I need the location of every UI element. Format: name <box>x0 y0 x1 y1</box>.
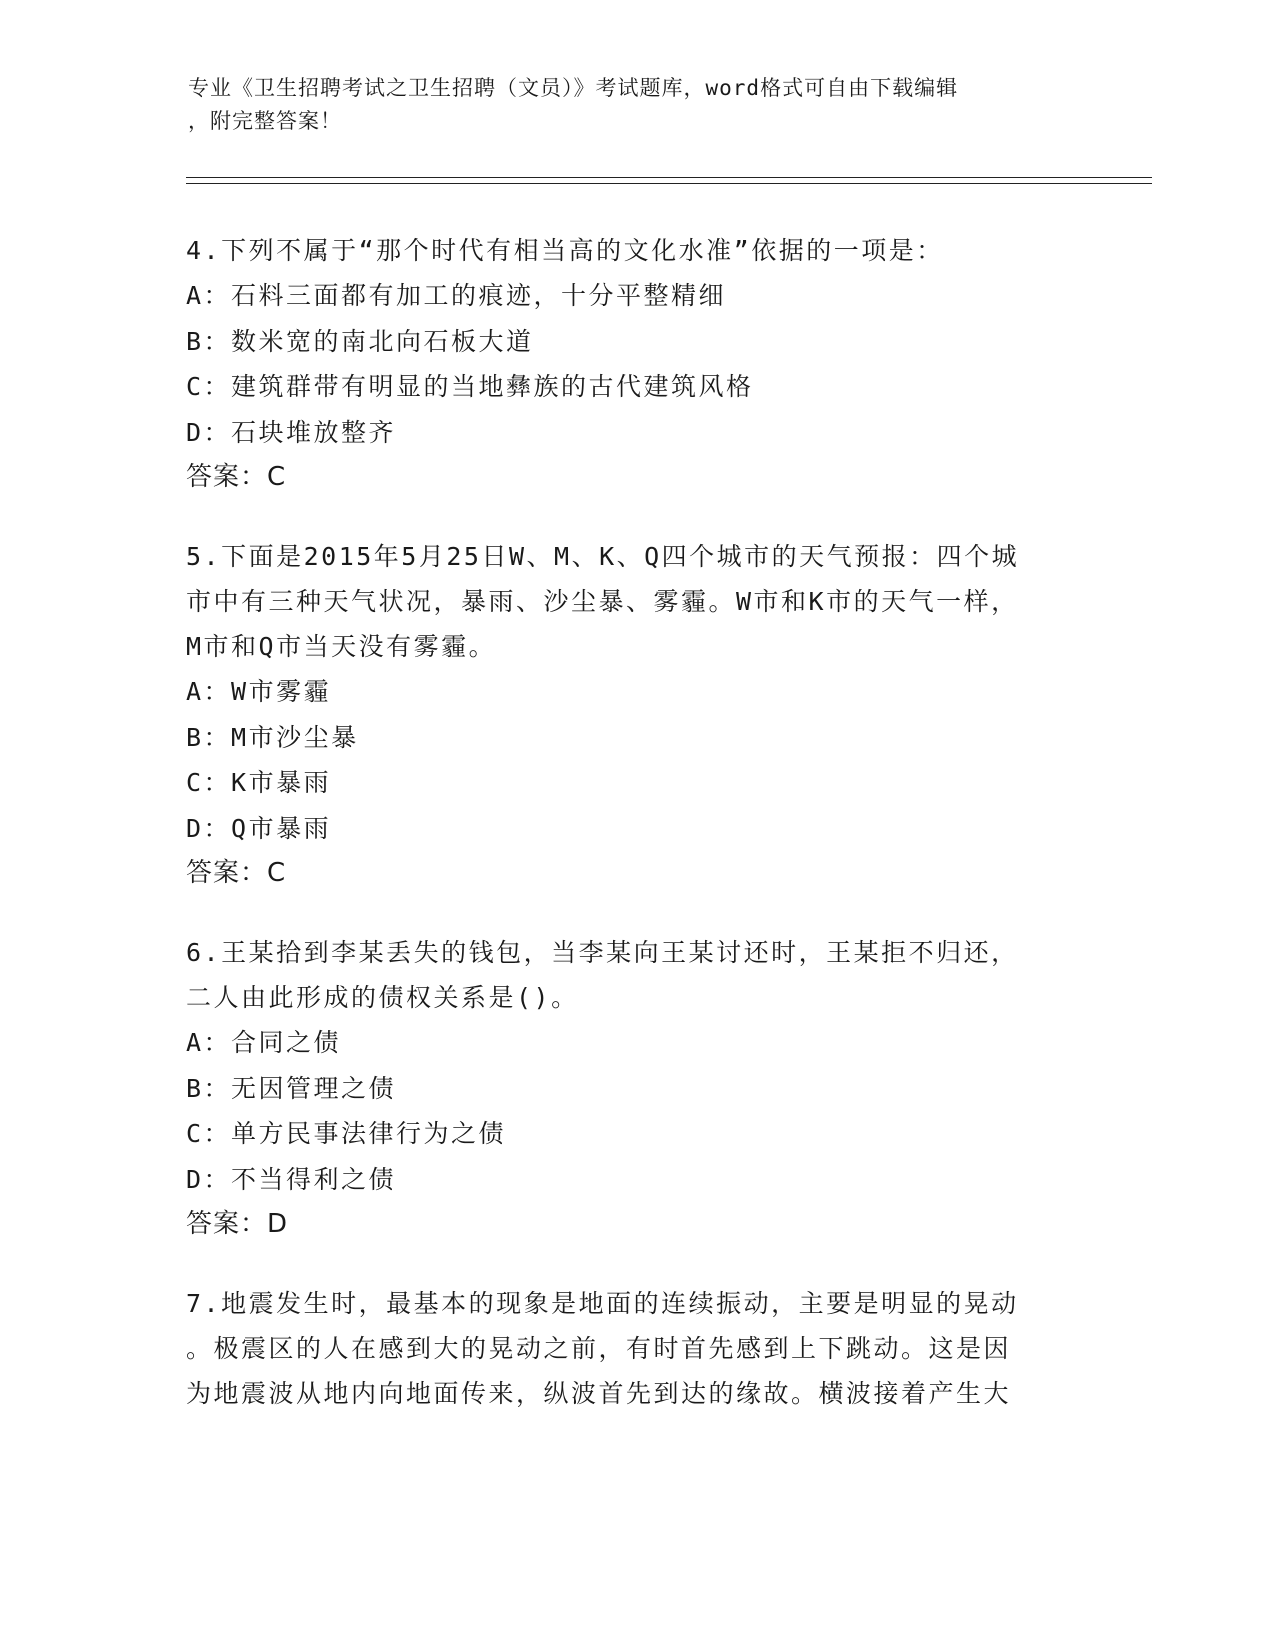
option-b: B：M市沙尘暴 <box>186 722 359 752</box>
option-c: C：建筑群带有明显的当地彝族的古代建筑风格 <box>186 372 754 401</box>
option-d: D：Q市暴雨 <box>186 813 332 843</box>
answer-label: 答案：D <box>186 1209 289 1239</box>
question-5 <box>186 534 1086 896</box>
question-text: 为地震波从地内向地面传来，纵波首先到达的缘故。横波接着产生大 <box>186 1379 1012 1408</box>
question-text: 7.地震发生时，最基本的现象是地面的连续振动，主要是明显的晃动 <box>186 1289 1019 1318</box>
option-a: A：W市雾霾 <box>186 677 332 706</box>
question-6 <box>186 930 1086 1247</box>
option-d: D：石块堆放整齐 <box>186 417 397 447</box>
option-a: A：石料三面都有加工的痕迹，十分平整精细 <box>186 281 727 310</box>
option-a: A：合同之债 <box>186 1028 342 1057</box>
question-7 <box>186 1281 1086 1416</box>
question-text: M市和Q市当天没有雾霾。 <box>186 632 497 661</box>
question-text: 市中有三种天气状况，暴雨、沙尘暴、雾霾。W市和K市的天气一样， <box>186 587 1019 616</box>
option-d: D：不当得利之债 <box>186 1164 397 1194</box>
option-b: B：无因管理之债 <box>186 1073 397 1103</box>
question-text: 5.下面是2015年5月25日W、M、K、Q四个城市的天气预报：四个城 <box>186 542 1020 571</box>
document-header <box>188 72 1068 138</box>
header-divider-top <box>186 177 1152 178</box>
option-b: B：数米宽的南北向石板大道 <box>186 326 534 356</box>
answer-label: 答案：C <box>186 462 287 492</box>
answer-label: 答案：C <box>186 858 287 888</box>
question-text: 4.下列不属于“那个时代有相当高的文化水准”依据的一项是： <box>186 236 944 265</box>
option-c: C：单方民事法律行为之债 <box>186 1119 507 1148</box>
question-list <box>186 228 1086 1450</box>
question-text: 6.王某拾到李某丢失的钱包，当李某向王某讨还时，王某拒不归还， <box>186 938 1019 967</box>
header-line-1: 专业《卫生招聘考试之卫生招聘（文员）》考试题库，word格式可自由下载编辑 <box>188 76 959 100</box>
question-4 <box>186 228 1086 500</box>
option-c: C：K市暴雨 <box>186 768 332 797</box>
header-divider-bottom <box>186 183 1152 184</box>
header-line-2: ，附完整答案！ <box>188 109 342 133</box>
question-text: 。极震区的人在感到大的晃动之前，有时首先感到上下跳动。这是因 <box>186 1334 1012 1363</box>
question-text: 二人由此形成的债权关系是()。 <box>186 983 579 1012</box>
